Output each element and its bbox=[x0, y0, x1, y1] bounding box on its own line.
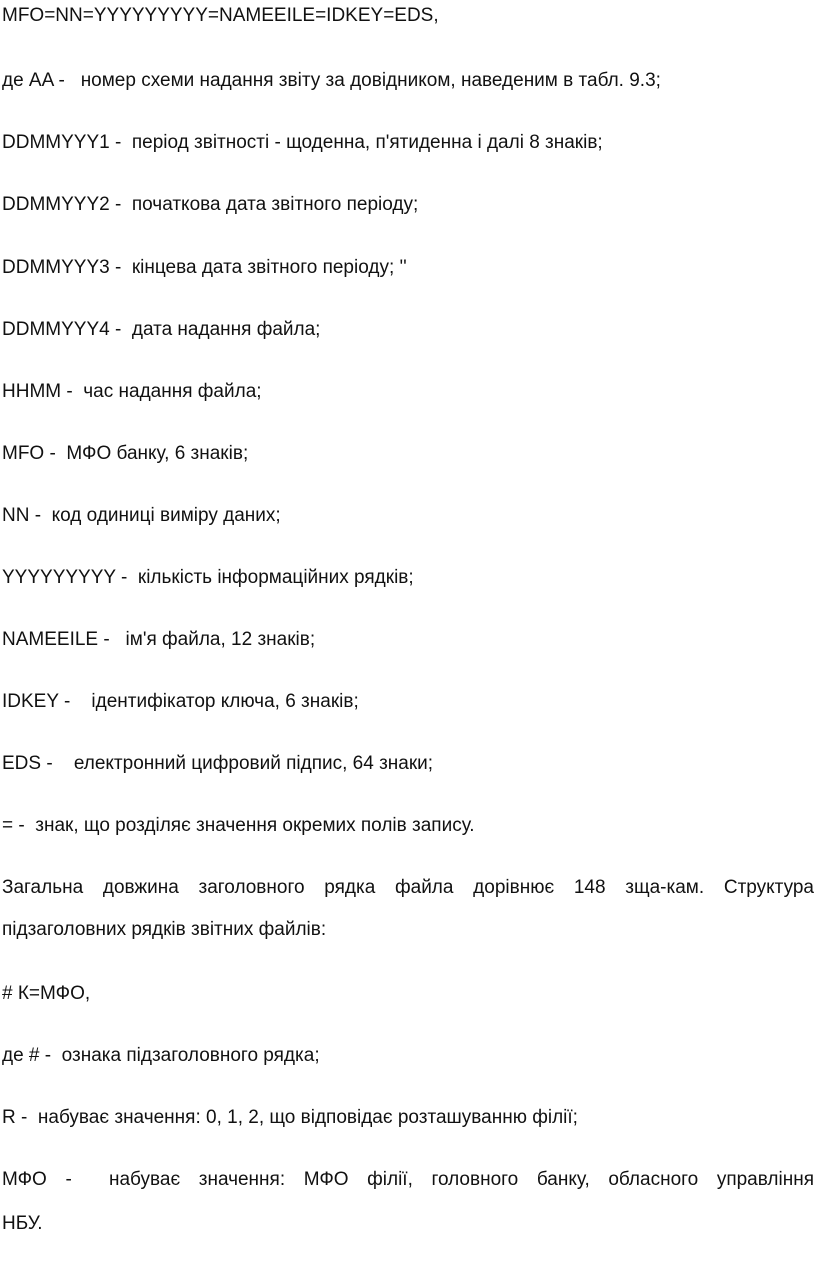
definition-term: HHMM bbox=[2, 381, 62, 402]
format-line: MFO=NN=YYYYYYYYY=NAMEEILE=IDKEY=EDS, bbox=[2, 5, 439, 26]
paragraph-line: підзаголовних рядків звітних файлів: bbox=[2, 919, 327, 940]
definition-separator: - bbox=[53, 70, 81, 91]
definition-separator: - bbox=[58, 691, 92, 712]
definition-text: час надання файла; bbox=[83, 381, 262, 402]
definition-text: ознака підзаголовного рядка; bbox=[61, 1045, 320, 1066]
sub-format-line: # К=МФО, bbox=[2, 983, 91, 1004]
definition-line bbox=[2, 505, 281, 527]
definition-separator: - bbox=[109, 194, 132, 215]
definition-separator: - bbox=[15, 1107, 38, 1128]
definition-line bbox=[2, 381, 262, 403]
definition-term: NAMEEILE bbox=[2, 629, 99, 650]
definition-separator: - bbox=[98, 629, 126, 650]
definition-text: кількість інформаційних рядків; bbox=[137, 567, 414, 588]
sub-definition-line bbox=[2, 1107, 578, 1129]
sub-definition-line bbox=[2, 1169, 814, 1191]
definition-text: кінцева дата звітного періоду; '' bbox=[131, 257, 407, 278]
definition-line bbox=[2, 567, 414, 589]
definition-term: DDMMYYY1 bbox=[2, 132, 110, 153]
definition-text: код одиниці виміру даних; bbox=[51, 505, 281, 526]
definition-line bbox=[2, 132, 603, 154]
definition-separator: - bbox=[61, 381, 84, 402]
definition-text: номер схеми надання звіту за довідником, наведеним в табл. 9.3; bbox=[80, 70, 661, 91]
definition-line bbox=[2, 319, 320, 341]
definition-term: DDMMYYY2 bbox=[2, 194, 110, 215]
paragraph-line: НБУ. bbox=[2, 1213, 43, 1234]
definition-term: де AA bbox=[2, 70, 54, 91]
definition-line bbox=[2, 753, 433, 775]
definition-separator: - bbox=[44, 443, 67, 464]
definition-line bbox=[2, 257, 407, 279]
definition-line bbox=[2, 691, 359, 713]
definition-separator: - bbox=[109, 319, 132, 340]
definition-separator: - bbox=[115, 567, 138, 588]
definition-term: R bbox=[2, 1107, 16, 1128]
definition-term: YYYYYYYYY bbox=[2, 567, 116, 588]
definition-separator: - bbox=[46, 1169, 109, 1190]
paragraph-line: Загальна довжина заголовного рядка файла дорівнює 148 зща-кам. Структура bbox=[2, 877, 814, 898]
definition-term: DDMMYYY3 bbox=[2, 257, 110, 278]
sub-definition-line bbox=[2, 1045, 320, 1067]
definition-text: дата надання файла; bbox=[131, 319, 321, 340]
definition-text: електронний цифровий підпис, 64 знаки; bbox=[73, 753, 434, 774]
definition-text: ідентифікатор ключа, 6 знаків; bbox=[91, 691, 359, 712]
definition-separator: - bbox=[39, 1045, 62, 1066]
definition-text: набуває значення: 0, 1, 2, що відповідає розташуванню філії; bbox=[37, 1107, 578, 1128]
definition-separator: - bbox=[109, 257, 132, 278]
definition-term: MFO bbox=[2, 443, 45, 464]
definition-line bbox=[2, 194, 418, 216]
definition-text: період звітності - щоденна, п'ятиденна і далі 8 знаків; bbox=[131, 132, 603, 153]
definition-term: DDMMYYY4 bbox=[2, 319, 110, 340]
definition-term: NN bbox=[2, 505, 30, 526]
definition-term: МФО bbox=[2, 1169, 47, 1190]
definition-term: де # bbox=[2, 1045, 40, 1066]
definition-line bbox=[2, 70, 661, 92]
definition-text: ім'я файла, 12 знаків; bbox=[125, 629, 316, 650]
definition-term: EDS bbox=[2, 753, 42, 774]
definition-separator: - bbox=[29, 505, 52, 526]
definition-separator: - bbox=[41, 753, 74, 774]
definition-line bbox=[2, 443, 248, 465]
definition-separator: - bbox=[109, 132, 132, 153]
definition-term: = bbox=[2, 815, 14, 836]
definition-text: знак, що розділяє значення окремих полів запису. bbox=[35, 815, 475, 836]
definition-text: набуває значення: МФО філії, головного банку, обласного управління bbox=[108, 1169, 814, 1190]
definition-separator: - bbox=[13, 815, 36, 836]
definition-line bbox=[2, 815, 475, 837]
definition-term: IDKEY bbox=[2, 691, 59, 712]
definition-text: початкова дата звітного періоду; bbox=[131, 194, 419, 215]
definition-line bbox=[2, 629, 315, 651]
definition-text: МФО банку, 6 знаків; bbox=[66, 443, 249, 464]
